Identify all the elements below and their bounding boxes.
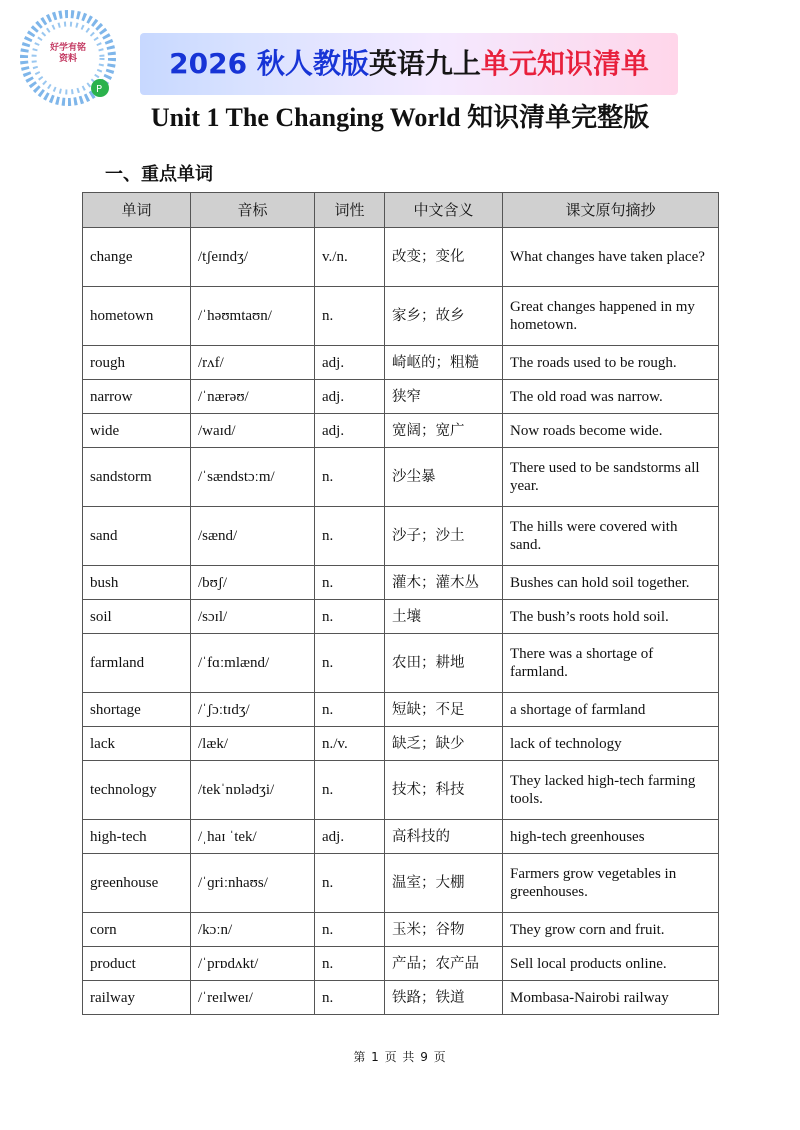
cell-meaning: 农田；耕地: [385, 634, 503, 693]
cell-meaning: 短缺；不足: [385, 693, 503, 727]
cell-word: rough: [83, 346, 191, 380]
cell-word: high-tech: [83, 820, 191, 854]
table-row: [83, 727, 719, 761]
cell-word: sand: [83, 507, 191, 566]
cell-ipa: /sɔɪl/: [191, 600, 315, 634]
cell-pos: n.: [315, 981, 385, 1015]
cell-ipa: /ˈsændstɔːm/: [191, 448, 315, 507]
vocabulary-table: [82, 192, 719, 1015]
table-row: [83, 507, 719, 566]
cell-pos: n.: [315, 448, 385, 507]
cell-ipa: /ˌhaɪ ˈtek/: [191, 820, 315, 854]
cell-meaning: 温室；大棚: [385, 854, 503, 913]
cell-meaning: 缺乏；缺少: [385, 727, 503, 761]
cell-sentence: The roads used to be rough.: [503, 346, 719, 380]
table-row: [83, 854, 719, 913]
cell-word: sandstorm: [83, 448, 191, 507]
cell-sentence: lack of technology: [503, 727, 719, 761]
cell-sentence: Sell local products online.: [503, 947, 719, 981]
cell-word: narrow: [83, 380, 191, 414]
cell-word: corn: [83, 913, 191, 947]
cell-ipa: /rʌf/: [191, 346, 315, 380]
cell-ipa: /ˈhəʊmtaʊn/: [191, 287, 315, 346]
cell-pos: n.: [315, 566, 385, 600]
svg-text:P: P: [96, 84, 103, 95]
cell-meaning: 沙尘暴: [385, 448, 503, 507]
cell-word: shortage: [83, 693, 191, 727]
cell-pos: n.: [315, 854, 385, 913]
table-row: [83, 761, 719, 820]
header-sentence: 课文原句摘抄: [503, 193, 719, 228]
table-row: [83, 414, 719, 448]
table-row: [83, 947, 719, 981]
cell-pos: n.: [315, 507, 385, 566]
cell-word: technology: [83, 761, 191, 820]
page-title: Unit 1 The Changing World 知识清单完整版: [150, 103, 650, 132]
cell-sentence: Mombasa-Nairobi railway: [503, 981, 719, 1015]
cell-ipa: /ˈfɑːmlænd/: [191, 634, 315, 693]
cell-word: wide: [83, 414, 191, 448]
cell-word: change: [83, 228, 191, 287]
cell-ipa: /ˈreɪlweɪ/: [191, 981, 315, 1015]
cell-sentence: There used to be sandstorms all year.: [503, 448, 719, 507]
banner-part-subject: 英语九上: [368, 47, 481, 80]
cell-ipa: /tekˈnɒlədʒi/: [191, 761, 315, 820]
page-number: 第 1 页 共 9 页: [353, 1050, 447, 1064]
table-row: [83, 693, 719, 727]
header-pos: 词性: [315, 193, 385, 228]
cell-ipa: /tʃeɪndʒ/: [191, 228, 315, 287]
cell-sentence: Farmers grow vegetables in greenhouses.: [503, 854, 719, 913]
cell-sentence: The old road was narrow.: [503, 380, 719, 414]
banner-part-topic: 单元知识清单: [480, 47, 649, 80]
cell-sentence: Now roads become wide.: [503, 414, 719, 448]
cell-ipa: /læk/: [191, 727, 315, 761]
cell-meaning: 玉米；谷物: [385, 913, 503, 947]
cell-meaning: 家乡；故乡: [385, 287, 503, 346]
cell-ipa: /ˈʃɔːtɪdʒ/: [191, 693, 315, 727]
cell-ipa: /ˈɡriːnhaʊs/: [191, 854, 315, 913]
cell-meaning: 沙子；沙土: [385, 507, 503, 566]
banner-title: [140, 47, 678, 81]
cell-pos: n.: [315, 913, 385, 947]
cell-ipa: /waɪd/: [191, 414, 315, 448]
brand-logo: [18, 8, 118, 108]
cell-word: product: [83, 947, 191, 981]
cell-pos: n.: [315, 947, 385, 981]
cell-pos: n.: [315, 634, 385, 693]
cell-meaning: 产品；农产品: [385, 947, 503, 981]
section-heading: 一、重点单词: [105, 164, 213, 185]
cell-pos: adj.: [315, 414, 385, 448]
cell-meaning: 改变；变化: [385, 228, 503, 287]
cell-sentence: The bush’s roots hold soil.: [503, 600, 719, 634]
cell-pos: adj.: [315, 346, 385, 380]
table-row: [83, 228, 719, 287]
cell-meaning: 崎岖的；粗糙: [385, 346, 503, 380]
header-meaning: 中文含义: [385, 193, 503, 228]
table-row: [83, 981, 719, 1015]
table-row: [83, 566, 719, 600]
cell-sentence: They lacked high-tech farming tools.: [503, 761, 719, 820]
cell-word: hometown: [83, 287, 191, 346]
cell-sentence: What changes have taken place?: [503, 228, 719, 287]
cell-sentence: There was a shortage of farmland.: [503, 634, 719, 693]
cell-pos: n.: [315, 693, 385, 727]
cell-ipa: /ˈnærəʊ/: [191, 380, 315, 414]
header-ipa: 音标: [191, 193, 315, 228]
cell-word: railway: [83, 981, 191, 1015]
cell-pos: adj.: [315, 820, 385, 854]
cell-sentence: Great changes happened in my hometown.: [503, 287, 719, 346]
cell-sentence: The hills were covered with sand.: [503, 507, 719, 566]
table-header-row: [83, 193, 719, 228]
cell-ipa: /ˈprɒdʌkt/: [191, 947, 315, 981]
cell-meaning: 灌木；灌木丛: [385, 566, 503, 600]
cell-word: bush: [83, 566, 191, 600]
cell-pos: adj.: [315, 380, 385, 414]
cell-meaning: 土壤: [385, 600, 503, 634]
cell-meaning: 宽阔；宽广: [385, 414, 503, 448]
table-row: [83, 600, 719, 634]
cell-word: greenhouse: [83, 854, 191, 913]
table-body: [83, 228, 719, 1015]
banner-part-edition: 2026 秋人教版: [169, 47, 369, 80]
header-word: 单词: [83, 193, 191, 228]
cell-sentence: high-tech greenhouses: [503, 820, 719, 854]
cell-meaning: 高科技的: [385, 820, 503, 854]
cell-meaning: 铁路；铁道: [385, 981, 503, 1015]
cell-meaning: 狭窄: [385, 380, 503, 414]
cell-word: lack: [83, 727, 191, 761]
cell-pos: n.: [315, 287, 385, 346]
table-row: [83, 820, 719, 854]
logo-text: 好学有铭资料: [49, 43, 86, 64]
cell-ipa: /bʊʃ/: [191, 566, 315, 600]
cell-meaning: 技术；科技: [385, 761, 503, 820]
cell-ipa: /sænd/: [191, 507, 315, 566]
cell-word: soil: [83, 600, 191, 634]
table-row: [83, 448, 719, 507]
cell-pos: n.: [315, 761, 385, 820]
table-row: [83, 634, 719, 693]
cell-word: farmland: [83, 634, 191, 693]
table-row: [83, 287, 719, 346]
cell-sentence: Bushes can hold soil together.: [503, 566, 719, 600]
table-row: [83, 346, 719, 380]
cell-pos: n.: [315, 600, 385, 634]
cell-sentence: a shortage of farmland: [503, 693, 719, 727]
header-banner: [140, 33, 678, 95]
table-row: [83, 380, 719, 414]
table-row: [83, 913, 719, 947]
cell-pos: n./v.: [315, 727, 385, 761]
cell-sentence: They grow corn and fruit.: [503, 913, 719, 947]
cell-ipa: /kɔːn/: [191, 913, 315, 947]
cell-pos: v./n.: [315, 228, 385, 287]
